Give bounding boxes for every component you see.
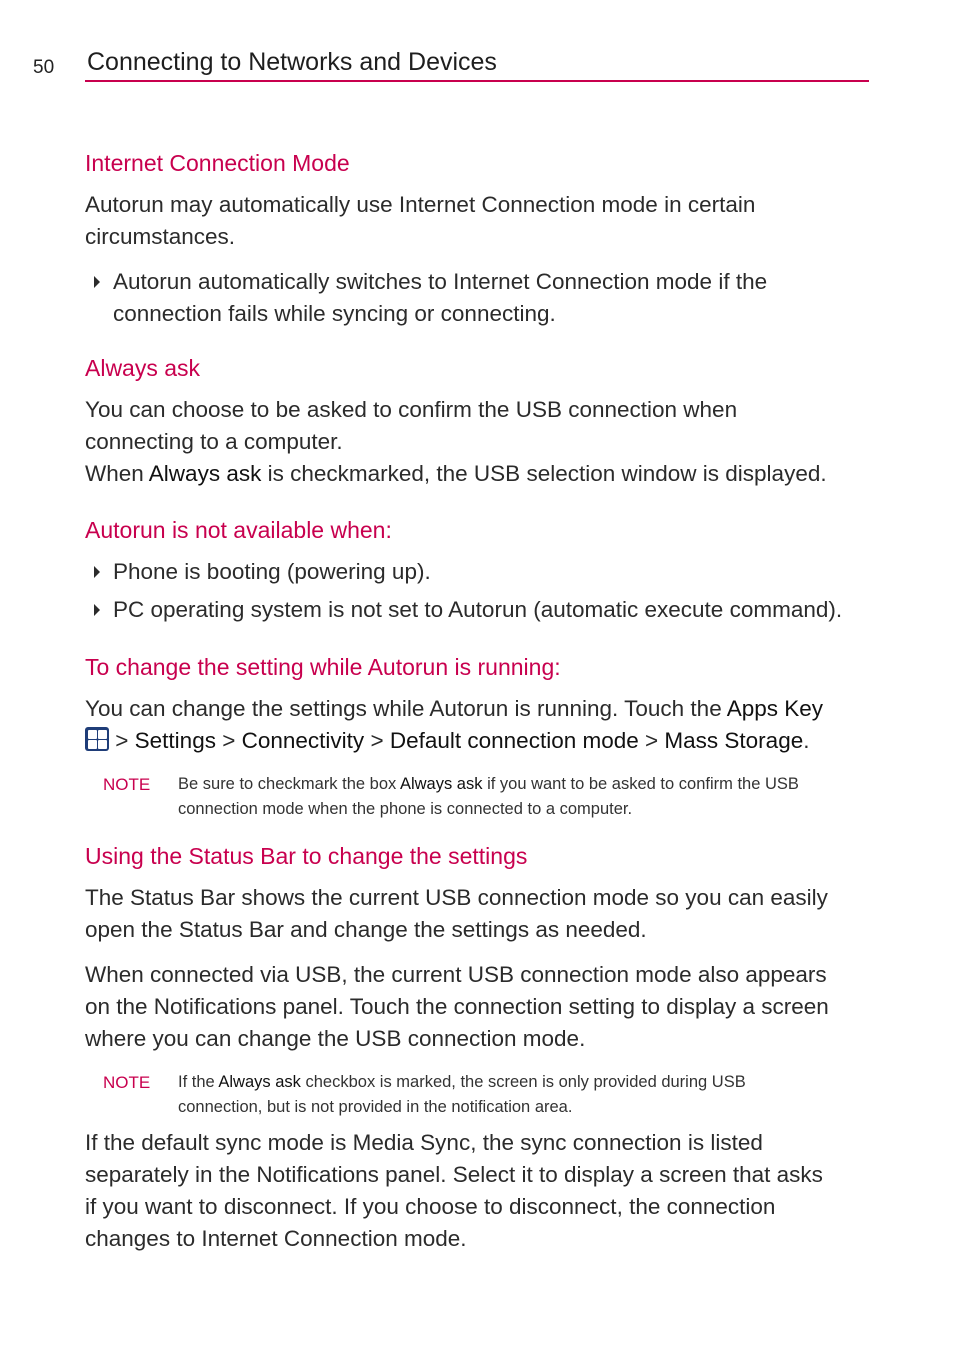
paragraph-status-bar-1: The Status Bar shows the current USB connection mode so you can easily open the Status Bar and change the settings as needed. [85,885,828,942]
note-label: NOTE [103,775,151,794]
note-label: NOTE [103,1073,151,1092]
paragraph-media-sync: If the default sync mode is Media Sync, the sync connection is listed separately in the Notifications panel. Select it to display a screen that asks if you want to disconnect. If you choose to disconnect, the connection changes to Internet Connection mode. [85,1130,823,1251]
heading-status-bar: Using the Status Bar to change the settings [85,843,528,869]
apps-grid-icon [85,727,109,751]
chapter-title: Connecting to Networks and Devices [87,48,497,76]
apps-key-term: Apps Key [726,696,824,721]
connectivity-term: Connectivity [241,728,365,753]
header-rule [85,80,869,82]
paragraph-change-setting: You can change the settings while Autorun is running. Touch the Apps Key > Settings > Connectivity > Default connection mode > Mass Storage. [85,696,824,753]
heading-always-ask: Always ask [85,355,201,381]
bullet-triangle-icon [94,276,100,288]
heading-autorun-not-available: Autorun is not available when: [85,517,392,543]
paragraph-always-ask: You can choose to be asked to confirm the USB connection when connecting to a computer. When Always ask is checkmarked, the USB selection window is displayed. [85,397,827,486]
mass-storage-term: Mass Storage [664,728,804,753]
heading-internet-connection-mode: Internet Connection Mode [85,150,350,176]
paragraph-internet-mode: Autorun may automatically use Internet Connection mode in certain circumstances. [85,192,756,249]
always-ask-term: Always ask [148,461,262,486]
page-number: 50 [33,57,55,78]
settings-term: Settings [134,728,216,753]
bullet-triangle-icon [94,604,100,616]
heading-change-setting: To change the setting while Autorun is running: [85,654,561,680]
bullet-triangle-icon [94,566,100,578]
default-connection-mode-term: Default connection mode [389,728,639,753]
paragraph-status-bar-2: When connected via USB, the current USB connection mode also appears on the Notifications panel. Touch the connection setting to display a screen where you can change the USB connection mode. [85,962,829,1051]
